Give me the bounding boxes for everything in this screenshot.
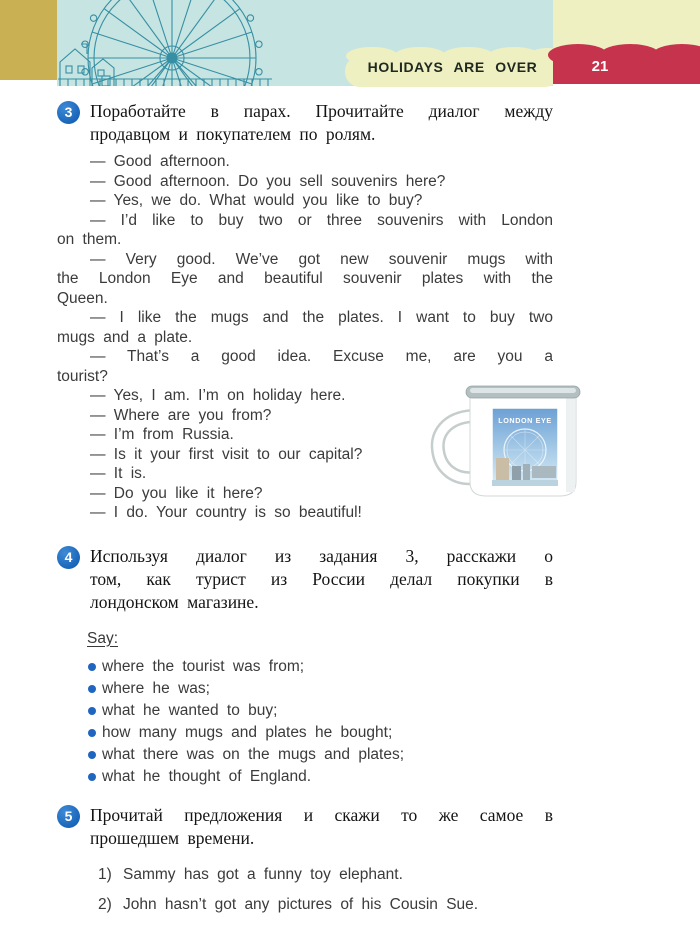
dialog-line: — I like the mugs and the plates. I want to buy two	[90, 309, 553, 326]
dialog-line: — I’m from Russia.	[90, 426, 234, 443]
dialog-line: — Good afternoon.	[90, 153, 230, 170]
dialog-line: on them.	[57, 231, 122, 248]
exercise-4-number-badge: 4	[57, 546, 80, 569]
header-decoration	[0, 0, 700, 95]
say-bullet-item: what he thought of England.	[57, 766, 553, 788]
say-bullet-item: how many mugs and plates he bought;	[57, 722, 553, 744]
instruction-line: продавцом и покупателем по ролям.	[90, 124, 376, 144]
dialog-line: — Do you like it here?	[90, 484, 263, 502]
mug-label	[492, 408, 558, 486]
say-bullet-item: what there was on the mugs and plates;	[57, 744, 553, 766]
dialog-line: — I’d like to buy two or three souvenirs with London	[90, 211, 553, 229]
exercise-4-instruction	[90, 545, 553, 614]
section-title: HOLIDAYS ARE OVER	[367, 59, 538, 75]
dialog-line: the London Eye and beautiful souvenir plates with the	[57, 270, 553, 287]
instruction-line: Используя диалог из задания 3, расскажи о	[90, 545, 553, 566]
page-header	[0, 0, 700, 95]
exercise-5	[57, 804, 553, 915]
say-bullet-item: where he was;	[57, 678, 553, 700]
dialog-line: — It is.	[90, 465, 147, 482]
say-bullet-item: where the tourist was from;	[57, 656, 553, 678]
dialog-line: — Where are you from?	[90, 406, 272, 424]
say-bullet-list	[57, 656, 553, 788]
dialog-line: — Yes, we do. What would you like to buy?	[90, 192, 423, 209]
dialog-line: — Very good. We’ve got new souvenir mugs with	[90, 250, 553, 268]
sentence-number: 2)	[98, 895, 112, 913]
say-bullet-item: what he wanted to buy;	[57, 700, 553, 722]
page-content	[57, 100, 553, 924]
dialog-line: — That’s a good idea. Excuse me, are you a	[90, 348, 553, 365]
instruction-line: лондонском магазине.	[90, 591, 259, 612]
dialog-line: — I do. Your country is so beautiful!	[90, 504, 362, 521]
instruction-line: Поработайте в парах. Прочитайте диалог между	[90, 101, 553, 121]
dialog-line: mugs and a plate.	[57, 328, 193, 346]
exercise-5-number-badge: 5	[57, 805, 80, 828]
sentence-list	[57, 864, 553, 915]
dialog-line: Queen.	[57, 289, 108, 307]
mug-illustration	[426, 384, 586, 506]
instruction-line: том, как турист из России делал покупки в	[90, 568, 553, 589]
olive-strip	[0, 0, 57, 80]
mug-label-text: LONDON EYE	[498, 416, 552, 425]
souvenir-mug-image	[426, 384, 586, 506]
exercise-3-number-badge: 3	[57, 101, 80, 124]
page-number: 21	[591, 58, 609, 75]
say-label: Say:	[87, 629, 119, 647]
exercise-4	[57, 545, 553, 788]
dialog-line: — Yes, I am. I’m on holiday here.	[90, 387, 346, 404]
instruction-line: Прочитай предложения и скажи то же самое в	[90, 804, 553, 825]
exercise-3-instruction	[90, 100, 553, 146]
sentence-item: 2) John hasn’t got any pictures of his Cousin Sue.	[98, 895, 479, 913]
sentence-item: 1) Sammy has got a funny toy elephant.	[98, 865, 403, 883]
exercise-5-instruction	[90, 804, 553, 850]
dialog-line: — Is it your first visit to our capital?	[90, 445, 363, 463]
instruction-line: прошедшем времени.	[90, 827, 255, 848]
dialog-line: — Good afternoon. Do you sell souvenirs here?	[90, 172, 446, 190]
dialog-line: tourist?	[57, 367, 108, 385]
sentence-number: 1)	[98, 865, 112, 883]
